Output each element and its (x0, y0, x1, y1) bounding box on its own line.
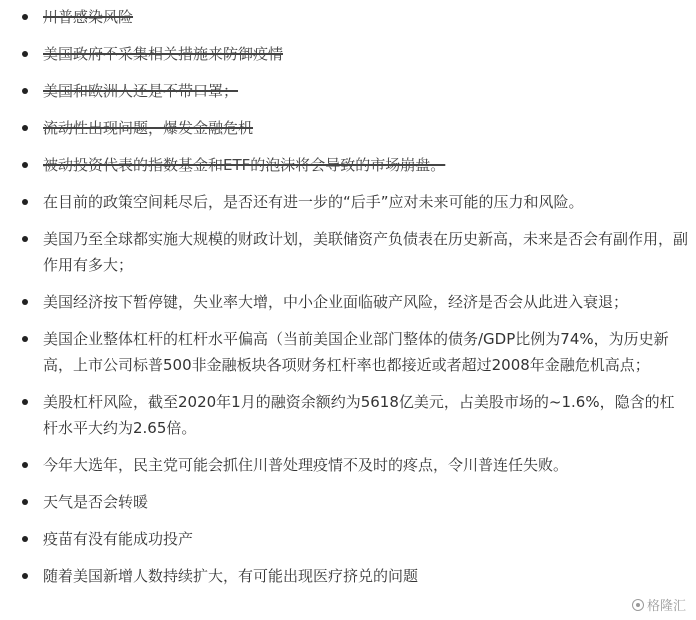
bullet-dot (22, 236, 28, 242)
list-item (0, 226, 696, 278)
bullet-dot (22, 88, 28, 94)
list-item-text: 今年大选年，民主党可能会抓住川普处理疫情不及时的疼点，令川普连任失败。 (43, 456, 569, 474)
list-item (0, 289, 696, 315)
bullet-dot (22, 125, 28, 131)
watermark (632, 595, 686, 614)
list-item (0, 326, 696, 378)
list-item-text: 美国和欧洲人还是不带口罩； (43, 82, 239, 100)
bullet-dot (22, 199, 28, 205)
list-item-text: 川普感染风险 (43, 8, 134, 26)
bullet-dot (22, 399, 28, 405)
bullet-dot (22, 336, 28, 342)
list-item (0, 4, 696, 30)
watermark-text: 格隆汇 (646, 599, 686, 614)
list-item-text: 美国经济按下暂停键，失业率大增，中小企业面临破产风险，经济是否会从此进入衰退； (43, 293, 629, 311)
list-item (0, 189, 696, 215)
list-item (0, 115, 696, 141)
bullet-dot (22, 536, 28, 542)
bullet-list (0, 4, 696, 600)
list-item-text: 在目前的政策空间耗尽后，是否还有进一步的“后手”应对未来可能的压力和风险。 (43, 193, 584, 211)
list-item-text: 美国政府不采集相关措施来防御疫情 (43, 45, 284, 63)
bullet-dot (22, 14, 28, 20)
list-item-text: 美股杠杆风险，截至2020年1月的融资余额约为5618亿美元，占美股市场的~1.6%，隐含的杠杆水平大约为2.65倍。 (43, 393, 675, 437)
list-item-text: 流动性出现问题，爆发金融危机 (43, 119, 254, 137)
list-item (0, 389, 696, 441)
list-item (0, 452, 696, 478)
bullet-dot (22, 162, 28, 168)
bullet-dot (22, 299, 28, 305)
list-item (0, 41, 696, 67)
list-item-text: 美国乃至全球都实施大规模的财政计划，美联储资产负债表在历史新高，未来是否会有副作用，副作用有多大； (43, 230, 689, 274)
list-item (0, 78, 696, 104)
list-item-text: 被动投资代表的指数基金和ETF的泡沫将会导致的市场崩盘。 (43, 156, 446, 174)
bullet-dot (22, 51, 28, 57)
list-item (0, 489, 696, 515)
list-item (0, 526, 696, 552)
list-item-text: 天气是否会转暖 (43, 493, 149, 511)
circle-logo-icon (632, 599, 644, 611)
list-item (0, 152, 696, 178)
list-item-text: 美国企业整体杠杆的杠杆水平偏高（当前美国企业部门整体的债务/GDP比例为74%，为历史新高，上市公司标普500非金融板块各项财务杠杆率也都接近或者超过2008年金融危机高点； (43, 330, 669, 374)
bullet-dot (22, 499, 28, 505)
list-item-text: 随着美国新增人数持续扩大，有可能出现医疗挤兑的问题 (43, 567, 419, 585)
bullet-dot (22, 462, 28, 468)
list-item (0, 563, 696, 589)
list-item-text: 疫苗有没有能成功投产 (43, 530, 194, 548)
bullet-dot (22, 573, 28, 579)
